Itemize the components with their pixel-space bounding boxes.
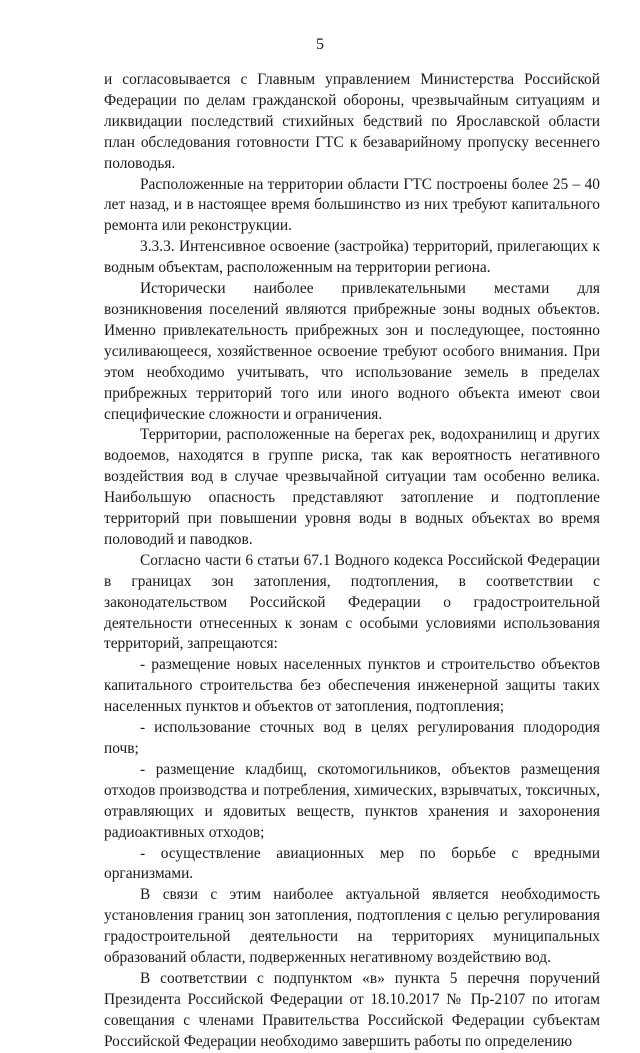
page-number: 5 <box>316 36 324 53</box>
list-item-2: - использование сточных вод в целях регулирования плодородия почв; <box>104 719 600 757</box>
paragraph-12: В соответствии с подпунктом «в» пункта 5 перечня поручений Президента Российской Федерации от 18.10.2017 № Пр-2107 по итогам совещания с членами Правительства Российской Федерации субъектам Российской Федерации необходимо завершить работы по определению <box>104 969 600 1050</box>
list-item-4: - осуществление авиационных мер по борьбе с вредными организмами. <box>104 844 600 883</box>
paragraph-1: и согласовывается с Главным управлением Министерства Российской Федерации по делам гражданской обороны, чрезвычайным ситуациям и ликвидации последствий стихийных бедствий по Ярославской области план обследования готовности ГТС к безаварийному пропуску весеннего половодья. <box>104 71 600 172</box>
paragraph-11: В связи с этим наиболее актуальной является необходимость установления границ зон затопления, подтопления с целью регулирования градостроительной деятельности на территориях муниципальных образований области, подверженных негативному воздействию вод. <box>104 886 600 967</box>
paragraph-6: Согласно части 6 статьи 67.1 Водного кодекса Российской Федерации в границах зон затопления, подтопления, в соответствии с законодательством Российской Федерации о градостроительной деятельности отнесенных к зонам с особыми условиями использования территорий, запрещаются: <box>104 551 600 653</box>
list-item-3: - размещение кладбищ, скотомогильников, объектов размещения отходов производства и потребления, химических, взрывчатых, токсичных, отравляющих и ядовитых веществ, пунктов хранения и захоронения радиоактивных отходов; <box>104 760 600 841</box>
paragraph-4: Исторически наиболее привлекательными местами для возникновения поселений являются прибрежные зоны водных объектов. Именно привлекательность прибрежных зон и последующее, постоянно усиливающееся, хозяйственное освоение требуют особого внимания. При этом необходимо учитывать, что использование земель в пределах прибрежных территорий того или иного водного объекта имеют свои специфические сложности и ограничения. <box>104 280 600 423</box>
list-item-1: - размещение новых населенных пунктов и строительство объектов капитального строительства без обеспечения инженерной защиты таких населенных пунктов и объектов от затопления, подтопления; <box>104 656 600 716</box>
paragraph-5: Территории, расположенные на берегах рек, водохранилищ и других водоемов, находятся в группе риска, так как вероятность негативного воздействия вод в случае чрезвычайной ситуации там особенно велика. Наибольшую опасность представляют затопление и подтопление территорий при повышении уровня воды в водных объектах во время половодий и паводков. <box>104 426 600 548</box>
body-text <box>104 70 600 1053</box>
section-heading-3-3-3: 3.3.3. Интенсивное освоение (застройка) территорий, прилегающих к водным объектам, расположенным на территории региона. <box>104 238 600 277</box>
paragraph-2: Расположенные на территории области ГТС построены более 25 – 40 лет назад, и в настоящее время большинство из них требуют капитального ремонта или реконструкции. <box>104 175 600 235</box>
